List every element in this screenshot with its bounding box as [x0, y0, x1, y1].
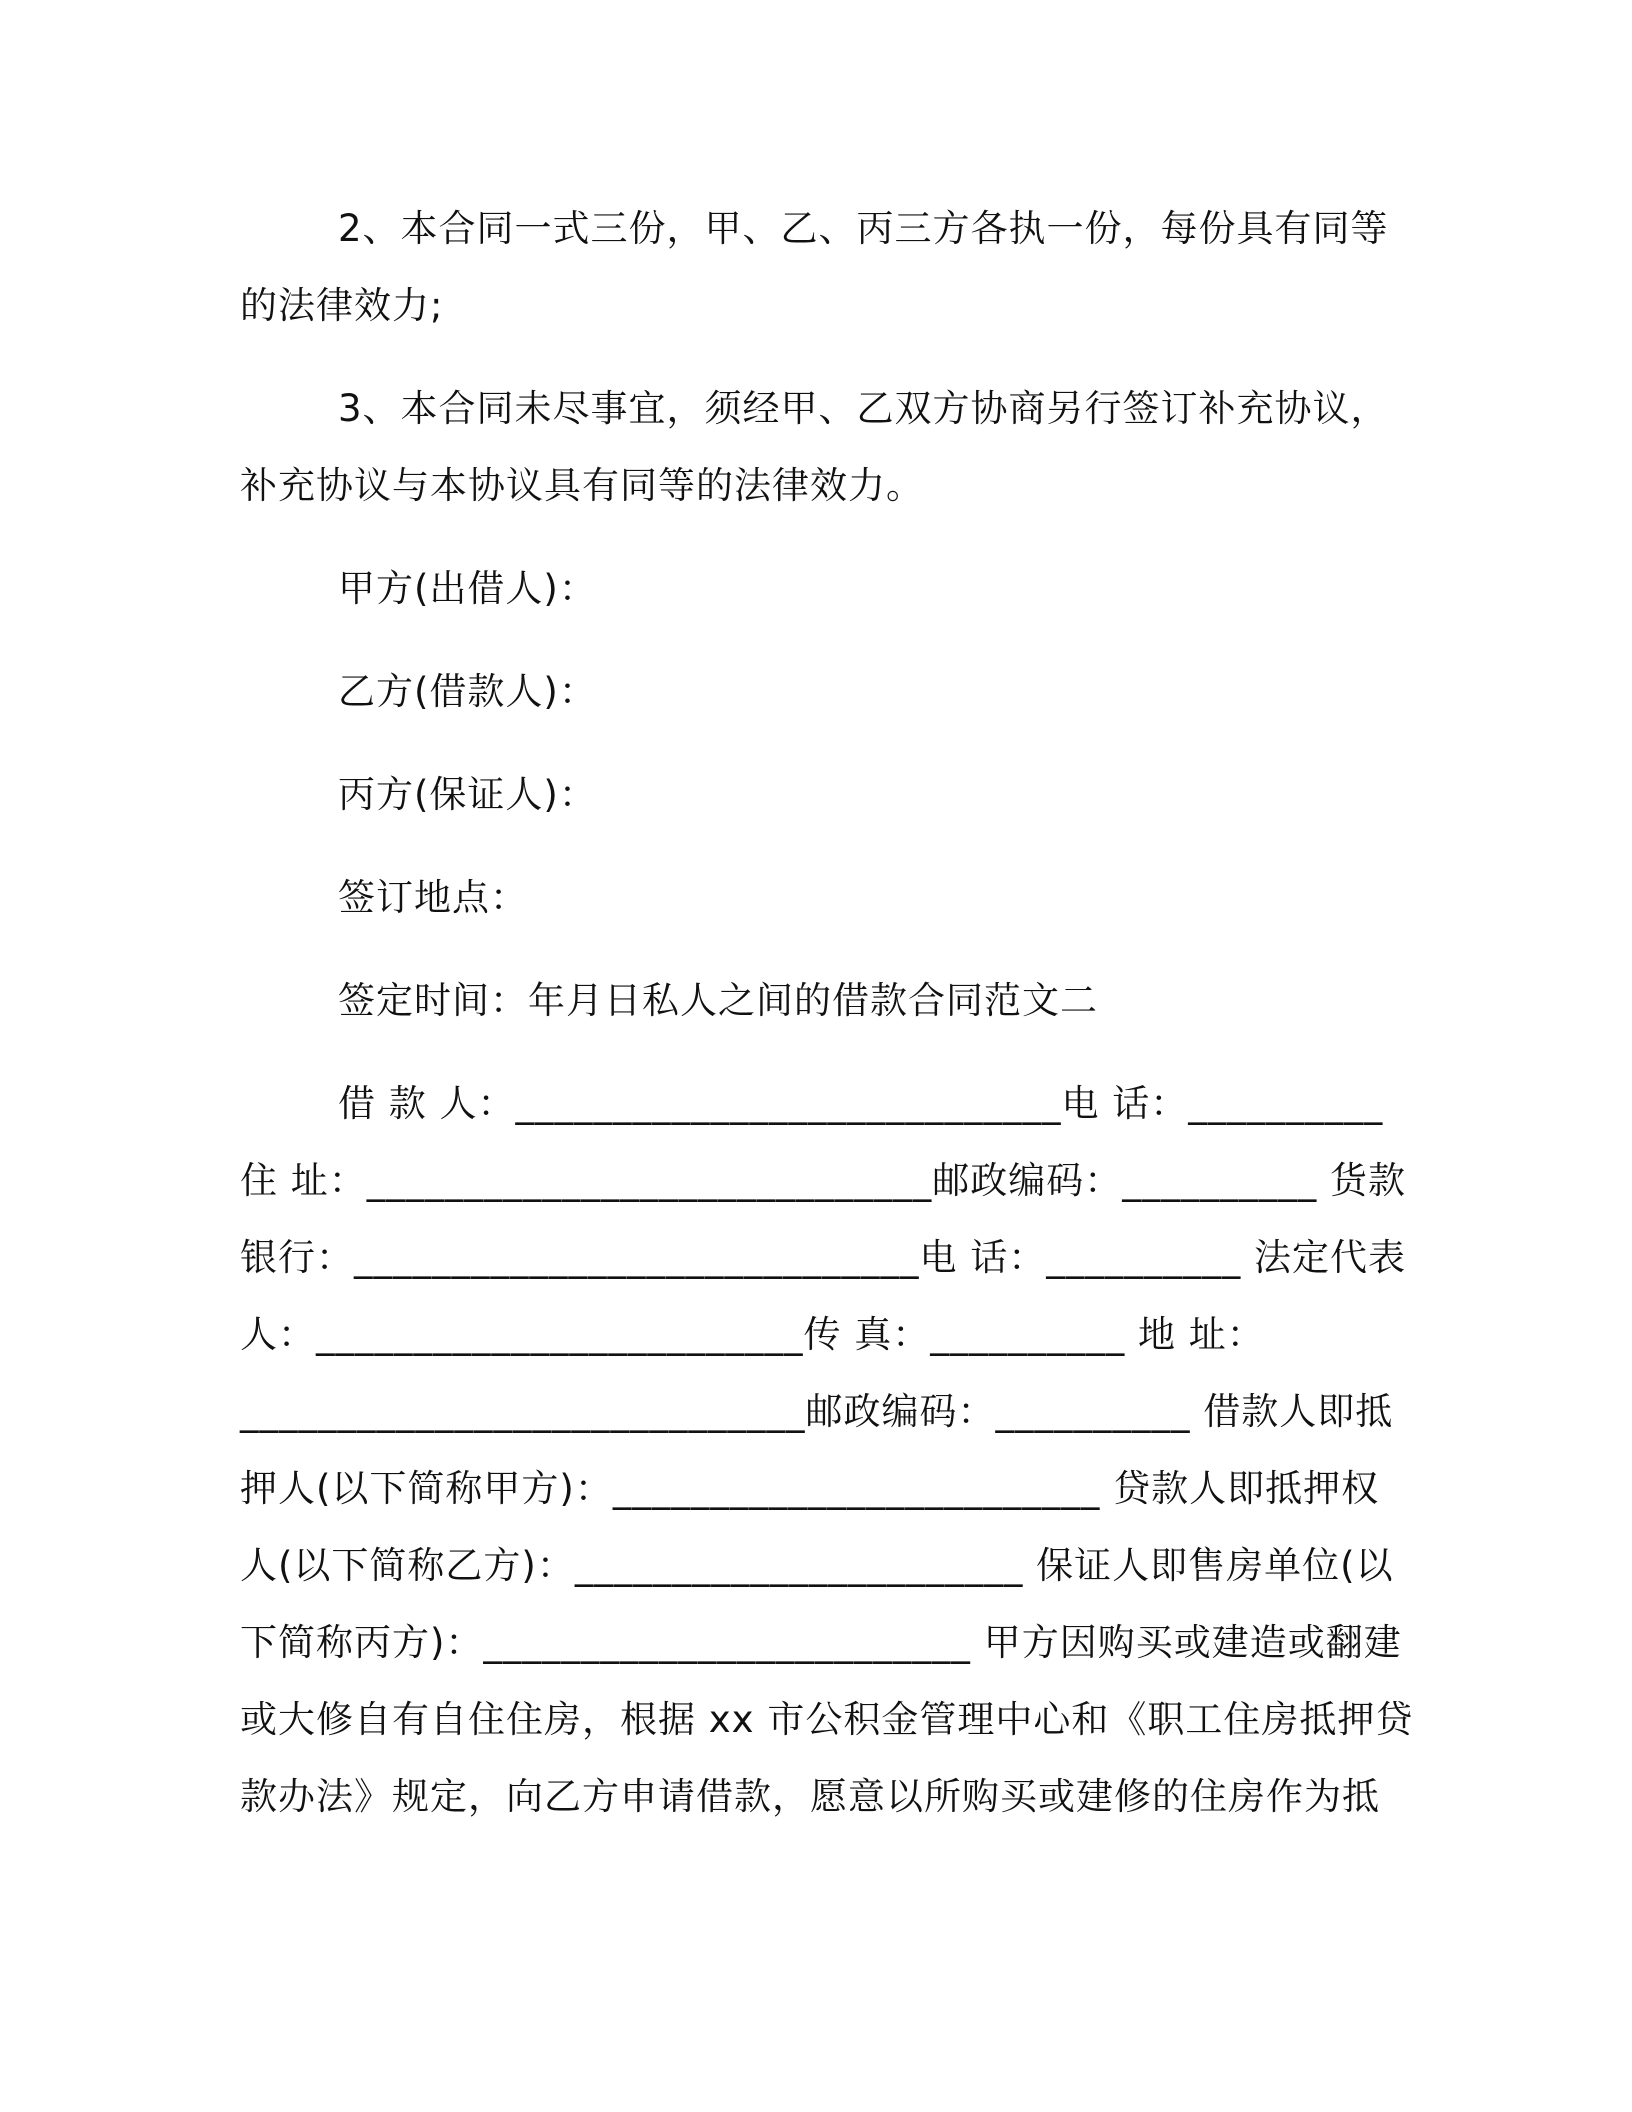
form-line: 银行：_____________________________电 话：__________ 法定代表	[240, 1236, 1407, 1279]
clause-3-line-1: 3、本合同未尽事宜，须经甲、乙双方协商另行签订补充协议，	[338, 387, 1389, 430]
document-page	[240, 190, 1414, 1835]
form-line: 住 址：_____________________________邮政编码：__________ 货款	[240, 1159, 1407, 1202]
clause-3-line-2: 补充协议与本协议具有同等的法律效力。	[240, 464, 924, 507]
clause-2-line-2: 的法律效力;	[240, 284, 444, 327]
form-line: 押人(以下简称甲方)：_________________________ 贷款人即抵押权	[240, 1467, 1380, 1510]
body-text-line: 或大修自有自住住房，根据 xx 市公积金管理中心和《职工住房抵押贷	[240, 1698, 1414, 1741]
party-b-signature: 乙方(借款人)：	[338, 670, 597, 713]
form-line: 下简称丙方)：_________________________ 甲方因购买或建造或翻建	[240, 1621, 1402, 1664]
party-c-signature: 丙方(保证人)：	[338, 773, 597, 816]
form-line: 人(以下简称乙方)：_______________________ 保证人即售房单位(以	[240, 1544, 1394, 1587]
form-line: _____________________________邮政编码：__________ 借款人即抵	[240, 1390, 1394, 1433]
form-line: 人：_________________________传 真：__________ 地 址：	[240, 1313, 1265, 1356]
form-line: 借 款 人：____________________________电 话：__________	[338, 1082, 1384, 1125]
signing-time: 签定时间：年月日私人之间的借款合同范文二	[338, 979, 1098, 1022]
party-a-signature: 甲方(出借人)：	[338, 567, 597, 610]
body-text-line: 款办法》规定，向乙方申请借款，愿意以所购买或建修的住房作为抵	[240, 1775, 1380, 1818]
clause-2-line-1: 2、本合同一式三份，甲、乙、丙三方各执一份，每份具有同等	[338, 207, 1389, 250]
signing-place: 签订地点：	[338, 876, 528, 919]
